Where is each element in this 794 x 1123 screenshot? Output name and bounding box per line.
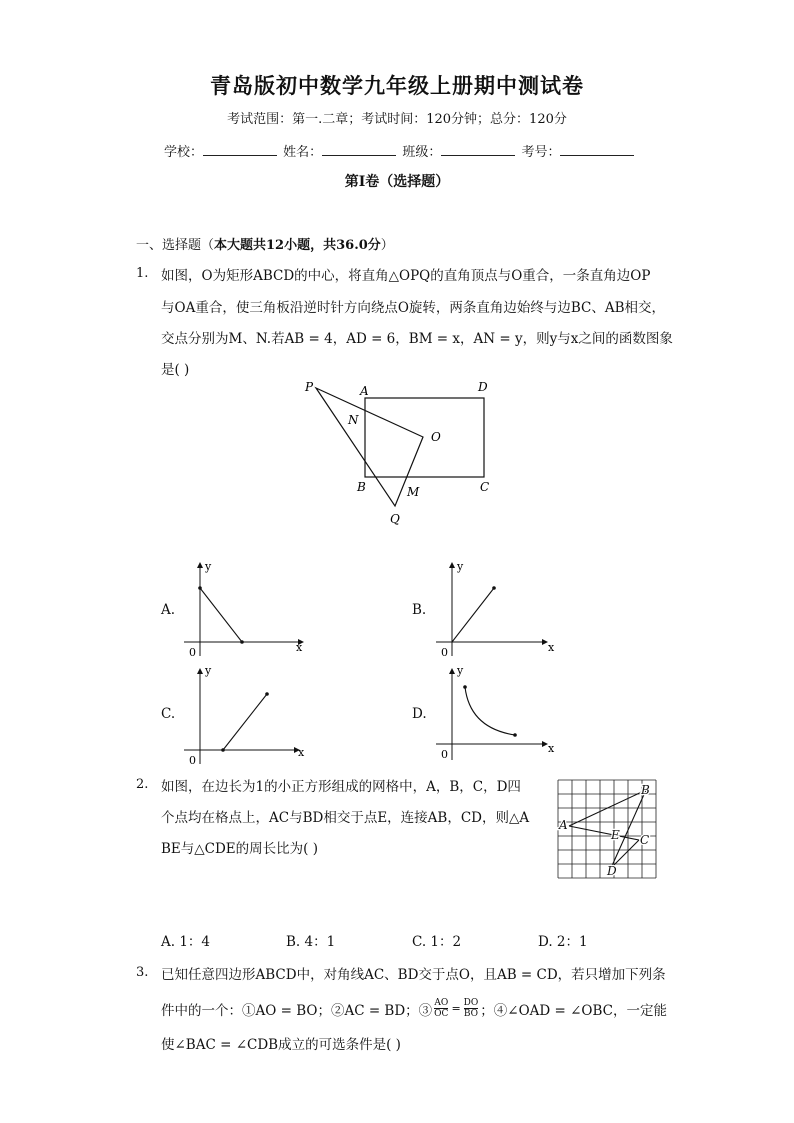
q3-fraction-condition (434, 998, 478, 1019)
label-m: M (407, 485, 420, 499)
page-title: 青岛版初中数学九年级上册期中测试卷 (210, 73, 584, 98)
grid-label-b: B (641, 783, 650, 797)
q3-line-2 (161, 998, 667, 1019)
origin-label: 0 (441, 748, 448, 761)
label-d: D (478, 380, 488, 394)
number-blank[interactable] (560, 143, 634, 156)
q1-option-d-graph[interactable] (432, 664, 562, 768)
label-p: P (305, 380, 314, 394)
label-b: B (357, 480, 366, 494)
label-a: A (360, 384, 369, 398)
axis-x-label: x (548, 742, 555, 755)
q1-option-a-graph[interactable] (180, 560, 310, 660)
q2-option-b[interactable]: B. 4：1 (286, 934, 336, 950)
fraction-den-1: OC (434, 1009, 449, 1019)
axis-y-label: y (205, 560, 212, 573)
name-blank[interactable] (322, 143, 396, 156)
student-info-row (164, 141, 636, 160)
label-o: O (431, 430, 441, 444)
q1-option-c-graph[interactable] (180, 664, 310, 768)
q1-figure (295, 375, 505, 530)
school-blank[interactable] (203, 143, 277, 156)
exam-subtitle: 考试范围：第一.二章；考试时间：120分钟；总分：120分 (227, 112, 567, 127)
class-blank[interactable] (441, 143, 515, 156)
q3-line-2-start: 件中的一个：①AO = BO；②AC = BD；③ (161, 1002, 433, 1019)
axis-x-label: x (298, 746, 305, 759)
label-q: Q (390, 512, 400, 526)
part-title: 第Ⅰ卷（选择题） (344, 174, 450, 190)
axis-y-label: y (205, 664, 212, 677)
axis-x-label: x (548, 641, 555, 654)
origin-label: 0 (189, 754, 196, 767)
fraction-eq: = (451, 1002, 461, 1015)
fraction-num-2: DO (463, 998, 479, 1008)
fraction-num-1: AO (434, 998, 449, 1008)
q2-option-a[interactable]: A. 1：4 (161, 934, 211, 950)
grid-label-a: A (559, 818, 568, 832)
section-prefix: 一、选择题（ (136, 238, 215, 253)
q1-option-b-label[interactable]: B. (412, 602, 427, 618)
rectangle-abcd (365, 398, 484, 477)
label-c: C (480, 480, 490, 494)
section-detail: 本大题共12小题，共36.0分 (214, 238, 381, 253)
label-n: N (348, 413, 359, 427)
q2-option-c[interactable]: C. 1：2 (412, 934, 462, 950)
q2-number: 2. (136, 777, 149, 792)
name-label: 姓名： (283, 145, 323, 160)
origin-label: 0 (189, 646, 196, 659)
q2-line-3: BE与△CDE的周长比为( ) (161, 841, 318, 857)
axis-x-label: x (296, 641, 303, 654)
q1-line-3: 交点分别为M、N.若AB = 4，AD = 6，BM = x，AN = y，则y与x之间的函数图象 (161, 331, 673, 347)
axis-y-label: y (457, 664, 464, 677)
grid-label-e: E (611, 828, 620, 842)
q1-line-4: 是( ) (161, 362, 190, 378)
q1-line-2: 与OA重合，使三角板沿逆时针方向绕点O旋转，两条直角边始终与边BC、AB相交， (161, 300, 666, 316)
q1-option-a-label[interactable]: A. (161, 602, 176, 618)
q2-line-2: 个点均在格点上，AC与BD相交于点E，连接AB，CD，则△A (161, 810, 530, 826)
grid-label-c: C (640, 833, 650, 847)
q3-line-2-end: ；④∠OAD = ∠OBC，一定能 (480, 1002, 667, 1019)
q2-option-d[interactable]: D. 2：1 (538, 934, 588, 950)
q1-option-c-label[interactable]: C. (161, 706, 176, 722)
q3-line-3: 使∠BAC = ∠CDB成立的可选条件是( ) (161, 1037, 401, 1053)
number-label: 考号： (521, 145, 561, 160)
section-heading (136, 234, 394, 253)
q1-number: 1. (136, 266, 149, 281)
q1-option-b-graph[interactable] (432, 560, 562, 660)
q3-line-1: 已知任意四边形ABCD中，对角线AC、BD交于点O，且AB = CD，若只增加下列条 (161, 967, 666, 983)
class-label: 班级： (402, 145, 442, 160)
q1-line-1: 如图，O为矩形ABCD的中心，将直角△OPQ的直角顶点与O重合，一条直角边OP (161, 268, 651, 284)
origin-label: 0 (441, 646, 448, 659)
q3-number: 3. (136, 965, 149, 980)
grid-label-d: D (607, 864, 617, 878)
school-label: 学校： (164, 145, 204, 160)
q2-line-1: 如图，在边长为1的小正方形组成的网格中，A，B，C，D四 (161, 779, 521, 795)
q2-grid-figure (555, 777, 661, 881)
q1-option-d-label[interactable]: D. (412, 706, 427, 722)
section-suffix: ） (380, 238, 394, 253)
fraction-den-2: BO (463, 1009, 479, 1019)
axis-y-label: y (457, 560, 464, 573)
